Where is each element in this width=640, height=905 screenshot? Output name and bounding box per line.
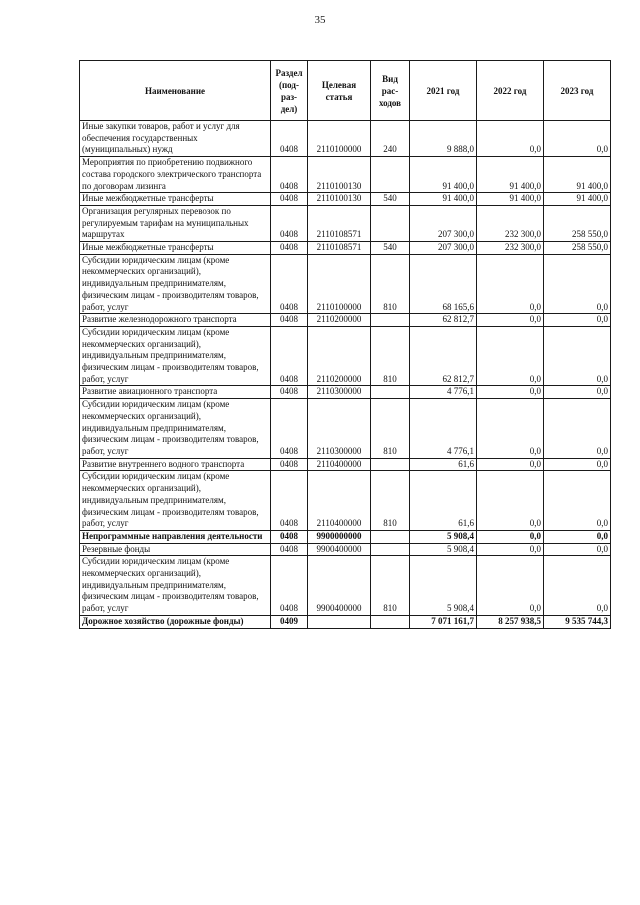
- cell-2023: 0,0: [544, 386, 611, 399]
- cell-target: 9900400000: [308, 543, 371, 556]
- cell-type: [371, 530, 410, 543]
- cell-target: 2110400000: [308, 458, 371, 471]
- table-row: [80, 615, 611, 628]
- cell-section: 0408: [271, 556, 308, 616]
- cell-2021: 5 908,4: [410, 556, 477, 616]
- table-row: [80, 326, 611, 386]
- cell-2023: 0,0: [544, 530, 611, 543]
- table-row: [80, 556, 611, 616]
- cell-name: Иные закупки товаров, работ и услуг для обеспечения государственных (муниципальных) нужд: [80, 121, 271, 157]
- cell-2021: 62 812,7: [410, 314, 477, 327]
- cell-2022: 0,0: [477, 121, 544, 157]
- cell-type: [371, 157, 410, 193]
- cell-2023: 0,0: [544, 399, 611, 459]
- cell-2022: 0,0: [477, 530, 544, 543]
- cell-name: Мероприятия по приобретению подвижного состава городского электрического транспорта по договорам лизинга: [80, 157, 271, 193]
- cell-target: [308, 615, 371, 628]
- cell-target: 2110400000: [308, 471, 371, 531]
- cell-target: 2110300000: [308, 399, 371, 459]
- cell-2022: 91 400,0: [477, 193, 544, 206]
- cell-type: [371, 386, 410, 399]
- cell-2021: 5 908,4: [410, 543, 477, 556]
- header-section: Раздел (под-раз-дел): [271, 61, 308, 121]
- cell-2022: 0,0: [477, 254, 544, 314]
- cell-type: 540: [371, 242, 410, 255]
- cell-2022: 8 257 938,5: [477, 615, 544, 628]
- cell-section: 0408: [271, 326, 308, 386]
- page-number: 35: [314, 14, 326, 26]
- cell-2022: 0,0: [477, 314, 544, 327]
- table-header-row: [80, 61, 611, 121]
- cell-name: Субсидии юридическим лицам (кроме некоммерческих организаций), индивидуальным предпринимателям, физическим лицам - производителям товаров, работ, услуг: [80, 326, 271, 386]
- cell-2021: 68 165,6: [410, 254, 477, 314]
- cell-2023: 9 535 744,3: [544, 615, 611, 628]
- header-2021: 2021 год: [410, 61, 477, 121]
- cell-target: 2110100130: [308, 193, 371, 206]
- cell-name: Непрограммные направления деятельности: [80, 530, 271, 543]
- table-row: [80, 193, 611, 206]
- cell-type: [371, 314, 410, 327]
- cell-2021: 61,6: [410, 471, 477, 531]
- table-row: [80, 314, 611, 327]
- table-row: [80, 242, 611, 255]
- cell-name: Развитие железнодорожного транспорта: [80, 314, 271, 327]
- cell-name: Субсидии юридическим лицам (кроме некоммерческих организаций), индивидуальным предпринимателям, физическим лицам - производителям товаров, работ, услуг: [80, 254, 271, 314]
- cell-2021: 207 300,0: [410, 242, 477, 255]
- cell-section: 0408: [271, 205, 308, 241]
- cell-type: 540: [371, 193, 410, 206]
- cell-target: 2110300000: [308, 386, 371, 399]
- cell-2023: 0,0: [544, 121, 611, 157]
- table-row: [80, 530, 611, 543]
- cell-name: Иные межбюджетные трансферты: [80, 193, 271, 206]
- cell-target: 9900000000: [308, 530, 371, 543]
- table-row: [80, 157, 611, 193]
- cell-section: 0408: [271, 193, 308, 206]
- cell-2021: 5 908,4: [410, 530, 477, 543]
- cell-section: 0408: [271, 543, 308, 556]
- cell-section: 0408: [271, 458, 308, 471]
- cell-2023: 91 400,0: [544, 157, 611, 193]
- cell-section: 0409: [271, 615, 308, 628]
- header-target: Целевая статья: [308, 61, 371, 121]
- cell-name: Субсидии юридическим лицам (кроме некоммерческих организаций), индивидуальным предпринимателям, физическим лицам - производителям товаров, работ, услуг: [80, 399, 271, 459]
- cell-2023: 258 550,0: [544, 242, 611, 255]
- cell-type: 810: [371, 556, 410, 616]
- cell-2023: 0,0: [544, 471, 611, 531]
- cell-2023: 0,0: [544, 254, 611, 314]
- cell-2021: 4 776,1: [410, 399, 477, 459]
- cell-type: 810: [371, 471, 410, 531]
- budget-table: [79, 60, 611, 629]
- cell-2023: 258 550,0: [544, 205, 611, 241]
- table-row: [80, 254, 611, 314]
- cell-name: Резервные фонды: [80, 543, 271, 556]
- header-type: Вид рас-ходов: [371, 61, 410, 121]
- header-2022: 2022 год: [477, 61, 544, 121]
- cell-2021: 4 776,1: [410, 386, 477, 399]
- cell-2021: 207 300,0: [410, 205, 477, 241]
- cell-2022: 0,0: [477, 556, 544, 616]
- cell-section: 0408: [271, 471, 308, 531]
- cell-2022: 0,0: [477, 386, 544, 399]
- cell-section: 0408: [271, 157, 308, 193]
- cell-2022: 232 300,0: [477, 205, 544, 241]
- cell-2021: 61,6: [410, 458, 477, 471]
- cell-target: 2110100130: [308, 157, 371, 193]
- cell-name: Организация регулярных перевозок по регулируемым тарифам на муниципальных маршрутах: [80, 205, 271, 241]
- cell-name: Развитие авиационного транспорта: [80, 386, 271, 399]
- cell-section: 0408: [271, 254, 308, 314]
- cell-2022: 0,0: [477, 458, 544, 471]
- cell-2023: 0,0: [544, 543, 611, 556]
- cell-2022: 0,0: [477, 543, 544, 556]
- cell-type: 240: [371, 121, 410, 157]
- header-name: Наименование: [80, 61, 271, 121]
- cell-section: 0408: [271, 314, 308, 327]
- cell-target: 2110200000: [308, 314, 371, 327]
- cell-type: [371, 458, 410, 471]
- cell-target: 9900400000: [308, 556, 371, 616]
- cell-target: 2110108571: [308, 205, 371, 241]
- cell-section: 0408: [271, 242, 308, 255]
- cell-2023: 0,0: [544, 458, 611, 471]
- cell-type: 810: [371, 254, 410, 314]
- cell-type: 810: [371, 399, 410, 459]
- cell-target: 2110108571: [308, 242, 371, 255]
- cell-2022: 0,0: [477, 326, 544, 386]
- cell-2021: 7 071 161,7: [410, 615, 477, 628]
- cell-2022: 0,0: [477, 399, 544, 459]
- cell-name: Субсидии юридическим лицам (кроме некоммерческих организаций), индивидуальным предпринимателям, физическим лицам - производителям товаров, работ, услуг: [80, 556, 271, 616]
- cell-2021: 91 400,0: [410, 193, 477, 206]
- cell-2023: 0,0: [544, 314, 611, 327]
- cell-section: 0408: [271, 399, 308, 459]
- cell-name: Иные межбюджетные трансферты: [80, 242, 271, 255]
- table-row: [80, 121, 611, 157]
- cell-2021: 91 400,0: [410, 157, 477, 193]
- cell-2022: 0,0: [477, 471, 544, 531]
- table-row: [80, 458, 611, 471]
- cell-section: 0408: [271, 530, 308, 543]
- cell-name: Субсидии юридическим лицам (кроме некоммерческих организаций), индивидуальным предпринимателям, физическим лицам - производителям товаров, работ, услуг: [80, 471, 271, 531]
- cell-type: [371, 205, 410, 241]
- cell-2021: 9 888,0: [410, 121, 477, 157]
- table-row: [80, 399, 611, 459]
- cell-section: 0408: [271, 121, 308, 157]
- cell-name: Развитие внутреннего водного транспорта: [80, 458, 271, 471]
- cell-target: 2110200000: [308, 326, 371, 386]
- cell-2022: 91 400,0: [477, 157, 544, 193]
- header-2023: 2023 год: [544, 61, 611, 121]
- cell-type: 810: [371, 326, 410, 386]
- cell-2023: 91 400,0: [544, 193, 611, 206]
- cell-type: [371, 543, 410, 556]
- cell-target: 2110100000: [308, 254, 371, 314]
- table-row: [80, 386, 611, 399]
- cell-type: [371, 615, 410, 628]
- cell-section: 0408: [271, 386, 308, 399]
- table-row: [80, 205, 611, 241]
- cell-2021: 62 812,7: [410, 326, 477, 386]
- table-row: [80, 543, 611, 556]
- cell-2023: 0,0: [544, 556, 611, 616]
- cell-target: 2110100000: [308, 121, 371, 157]
- cell-2023: 0,0: [544, 326, 611, 386]
- cell-2022: 232 300,0: [477, 242, 544, 255]
- table-row: [80, 471, 611, 531]
- cell-name: Дорожное хозяйство (дорожные фонды): [80, 615, 271, 628]
